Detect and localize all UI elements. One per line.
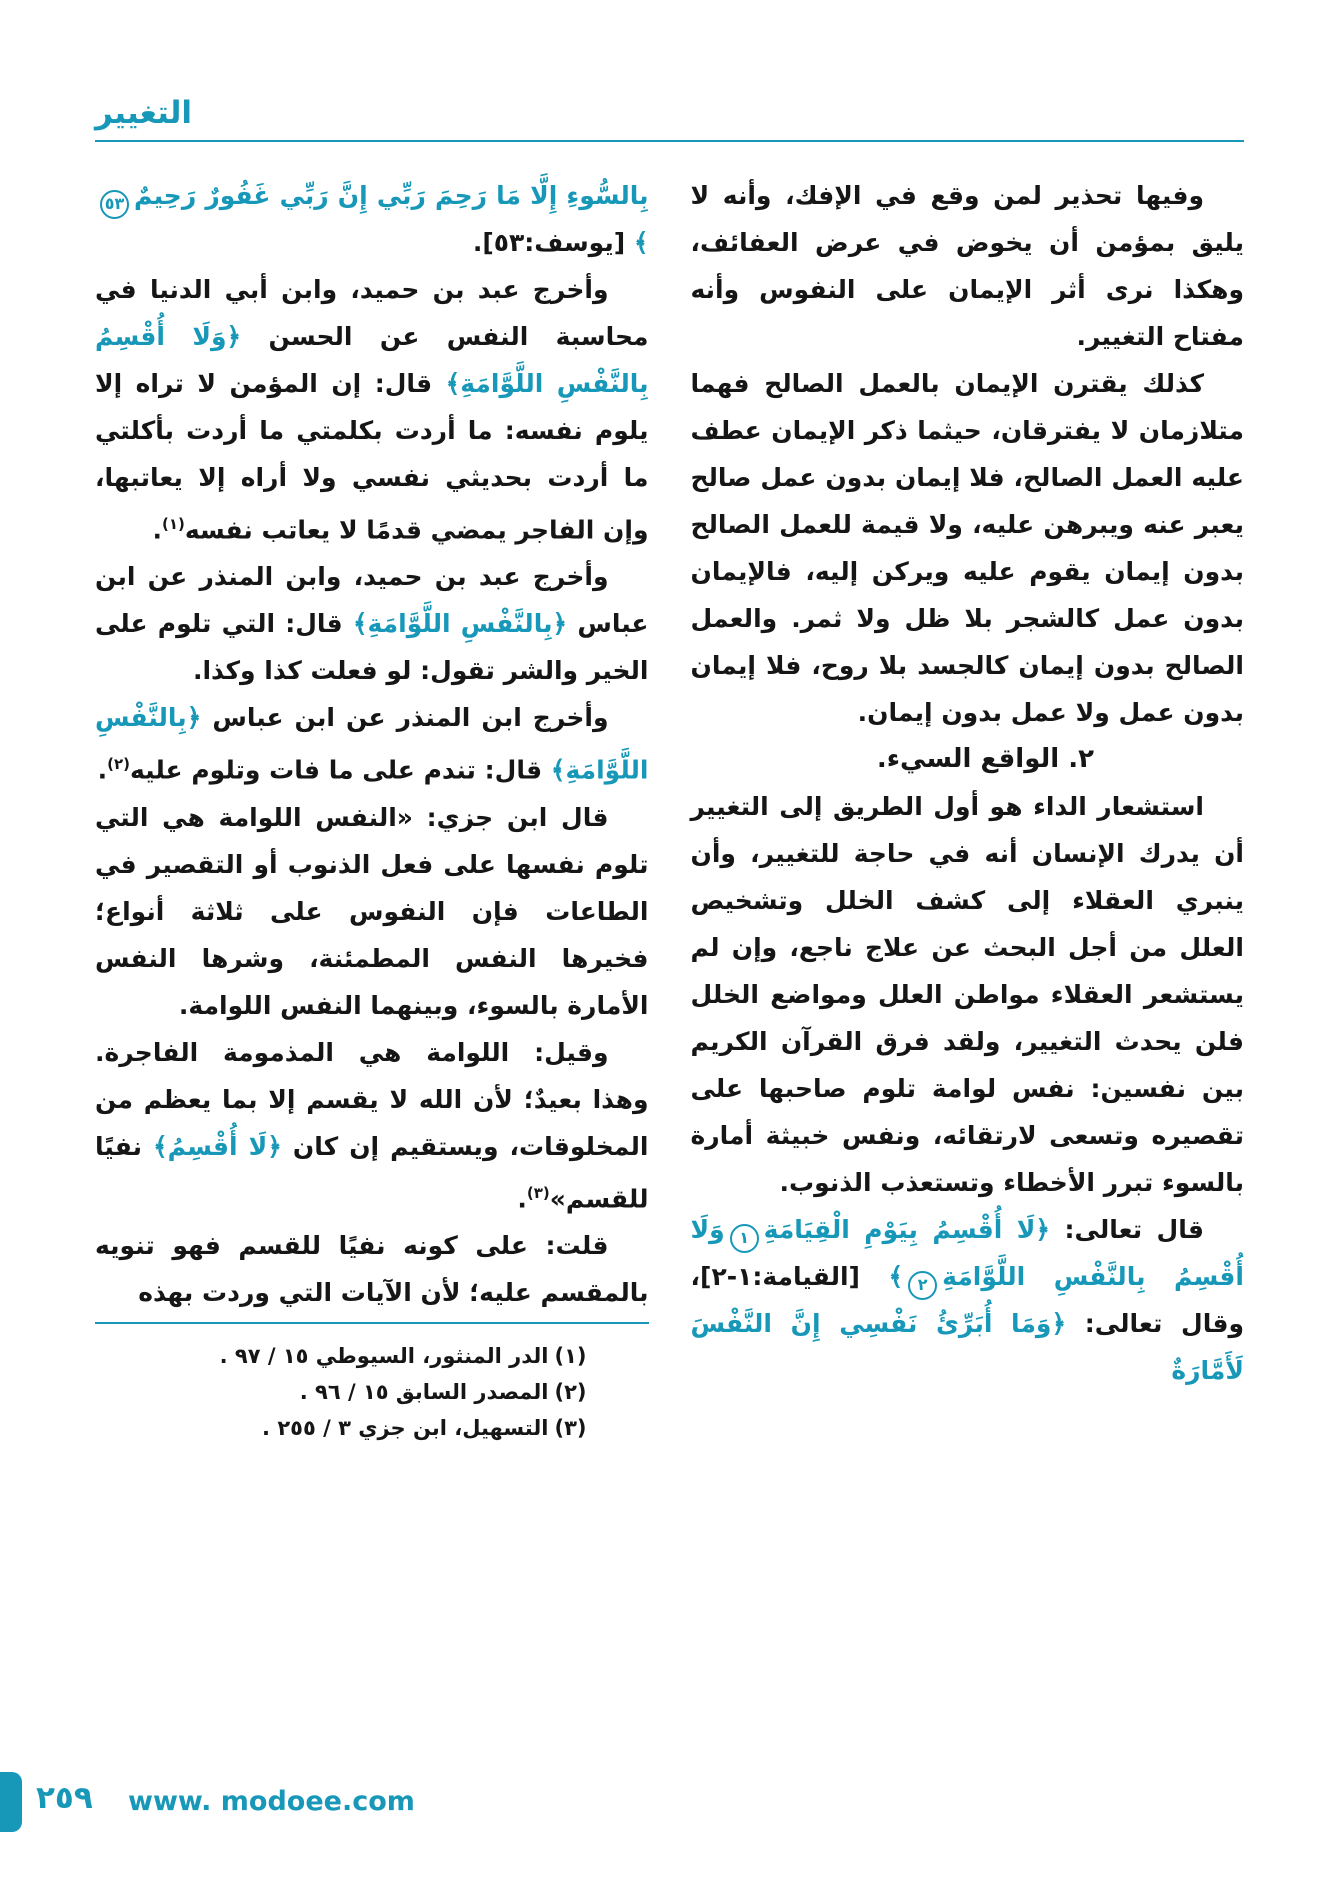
chapter-title: التغيير	[95, 95, 193, 131]
footnote-text: الدر المنثور، السيوطي ١٥ / ٩٧ .	[219, 1343, 549, 1368]
paragraph-iman-amal	[691, 360, 1245, 736]
body-text: وقيل: اللوامة هي المذمومة الفاجرة. وهذا بعيدٌ؛ لأن الله لا يقسم إلا بما يعظم من المخلوقات، ويستقيم إن كان	[95, 1037, 649, 1161]
footnote-text: التسهيل، ابن جزي ٣ / ٢٥٥ .	[262, 1415, 549, 1440]
quran-verse: ﴿بِالنَّفْسِ اللَّوَّامَةِ﴾	[352, 609, 568, 639]
body-text: قلت: على كونه نفيًا للقسم فهو تنويه بالمقسم عليه؛ لأن الآيات التي وردت بهذه	[95, 1230, 649, 1307]
paragraph-hasan-narration	[95, 266, 649, 553]
body-text: وأخرج ابن المنذر عن ابن عباس	[201, 703, 609, 733]
paragraph-qultu-conclusion	[95, 1222, 649, 1316]
body-text: نفيًا للقسم»	[95, 1131, 649, 1213]
section-heading-bad-reality	[691, 736, 1245, 783]
quran-verse: ﴿وَلَا أُقْسِمُ بِالنَّفْسِ اللَّوَّامَةِ﴾	[95, 322, 649, 398]
quran-verse: وَلَا أُقْسِمُ بِالنَّفْسِ اللَّوَّامَةِ	[690, 1215, 1244, 1291]
footnote-separator-rule	[95, 1322, 649, 1324]
quran-verse: ﴿لَا أُقْسِمُ﴾	[152, 1131, 282, 1161]
paragraph-istishar-daa	[691, 783, 1245, 1206]
footnote-item	[95, 1410, 587, 1446]
ayah-number-badge: ٥٣	[100, 190, 129, 219]
footnote-item	[95, 1338, 587, 1374]
footnote-ref: (١)	[161, 515, 185, 533]
paragraph-qiyamah-verse	[691, 1206, 1245, 1394]
footnote-marker: (٢)	[554, 1379, 587, 1404]
body-text: .	[517, 1183, 527, 1213]
footnote-marker: (٣)	[554, 1415, 587, 1440]
column-left	[95, 172, 649, 1742]
body-text: قال: إن المؤمن لا تراه إلا يلوم نفسه: ما أردت بكلمتي ما أردت بأكلتي ما أردت بحديثي نفسي ولا أراه إلا يعاتبها، وإن الفاجر يمضي قدمًا لا يعاتب نفسه	[95, 369, 649, 545]
body-text: وفيها تحذير لمن وقع في الإفك، وأنه لا يليق بمؤمن أن يخوض في عرض العفائف، وهكذا نرى أثر الإيمان على النفوس وأنه مفتاح التغيير.	[690, 181, 1244, 351]
paragraph-ibn-abbas-narration-2	[95, 694, 649, 793]
body-text: قال: تندم على ما فات وتلوم عليه	[129, 755, 551, 785]
quran-verse: ﴿لَا أُقْسِمُ بِيَوْمِ الْقِيَامَةِ	[763, 1215, 1051, 1244]
page-number: ٢٥٩	[36, 1780, 93, 1816]
paragraph-qila-allawwama	[95, 1029, 649, 1222]
footnote-ref: (٣)	[526, 1183, 550, 1202]
body-text: .	[97, 755, 108, 785]
body-text: وأخرج عبد بن حميد، وابن المنذر عن ابن عباس	[95, 562, 649, 639]
quran-verse: ﴿وَمَا أُبَرِّئُ نَفْسِي إِنَّ النَّفْسَ لَأَمَّارَةٌ	[690, 1309, 1244, 1385]
column-right	[691, 172, 1245, 1742]
paragraph-warning-ifk	[691, 172, 1245, 360]
ayah-number-badge: ٢	[908, 1271, 937, 1300]
body-text: قال تعالى:	[1050, 1215, 1204, 1244]
page-header	[95, 96, 1244, 142]
body-text: ٢. الواقع السيء.	[876, 744, 1094, 774]
paragraph-yusuf-verse-continuation	[95, 172, 649, 266]
ayah-number-badge: ١	[730, 1224, 759, 1253]
quran-verse: ﴿بِالنَّفْسِ اللَّوَّامَةِ﴾	[95, 703, 649, 785]
body-text: وأخرج عبد بن حميد، وابن أبي الدنيا في محاسبة النفس عن الحسن	[95, 275, 649, 351]
footnotes-block	[95, 1338, 649, 1446]
body-text: [يوسف:٥٣].	[472, 228, 634, 257]
body-text: قال: التي تلوم على الخير والشر تقول: لو فعلت كذا وكذا.	[95, 609, 649, 686]
two-column-body	[95, 172, 1244, 1742]
column-left-text	[95, 172, 649, 1316]
website-text: www. modoee.com	[128, 1786, 415, 1817]
footnote-item	[95, 1374, 587, 1410]
footnote-text: المصدر السابق ١٥ / ٩٦ .	[299, 1379, 549, 1404]
quran-verse: ﴾	[888, 1262, 904, 1291]
paragraph-ibn-abbas-narration-1	[95, 553, 649, 694]
paragraph-ibn-juzayy-quote	[95, 794, 649, 1029]
body-text: [القيامة:١-٢]، وقال تعالى:	[690, 1262, 1244, 1338]
footnote-marker: (١)	[554, 1343, 587, 1368]
footnote-ref: (٢)	[107, 755, 130, 774]
quran-verse: ﴾	[633, 228, 649, 257]
body-text: .	[152, 515, 162, 545]
body-text: قال ابن جزي: «النفس اللوامة هي التي تلوم نفسها على فعل الذنوب أو التقصير في الطاعات فإن النفوس على ثلاثة أنواع؛ فخيرها النفس المطمئنة، وشرها النفس الأمارة بالسوء، وبينهما النفس اللوامة.	[95, 802, 649, 1020]
body-text: استشعار الداء هو أول الطريق إلى التغيير أن يدرك الإنسان أنه في حاجة للتغيير، وأن ينبري العقلاء إلى كشف الخلل وتشخيص العلل من أجل البحث عن علاج ناجع، وإن لم يستشعر العقلاء مواطن العلل ومواضع الخلل فلن يحدث التغيير، ولقد فرق القرآن الكريم بين نفسين: نفس لوامة تلوم صاحبها على تقصيره وتسعى لارتقائه، ونفس خبيثة أمارة بالسوء تبرر الأخطاء وتستعذب الذنوب.	[690, 792, 1244, 1197]
body-text: كذلك يقترن الإيمان بالعمل الصالح فهما متلازمان لا يفترقان، حيثما ذكر الإيمان عطف عليه العمل الصالح، فلا إيمان بدون عمل صالح يعبر عنه ويبرهن عليه، ولا قيمة للعمل الصالح بدون إيمان يقوم عليه ويركن إليه، فالإيمان بدون عمل كالشجر بلا ظل ولا ثمر. والعمل الصالح بدون إيمان كالجسد بلا روح، فلا إيمان بدون عمل ولا عمل بدون إيمان.	[690, 369, 1244, 727]
page-edge-tab	[0, 1772, 22, 1832]
quran-verse: بِالسُّوءِ إِلَّا مَا رَحِمَ رَبِّي إِنَّ رَبِّي غَفُورٌ رَحِيمٌ	[134, 181, 649, 210]
